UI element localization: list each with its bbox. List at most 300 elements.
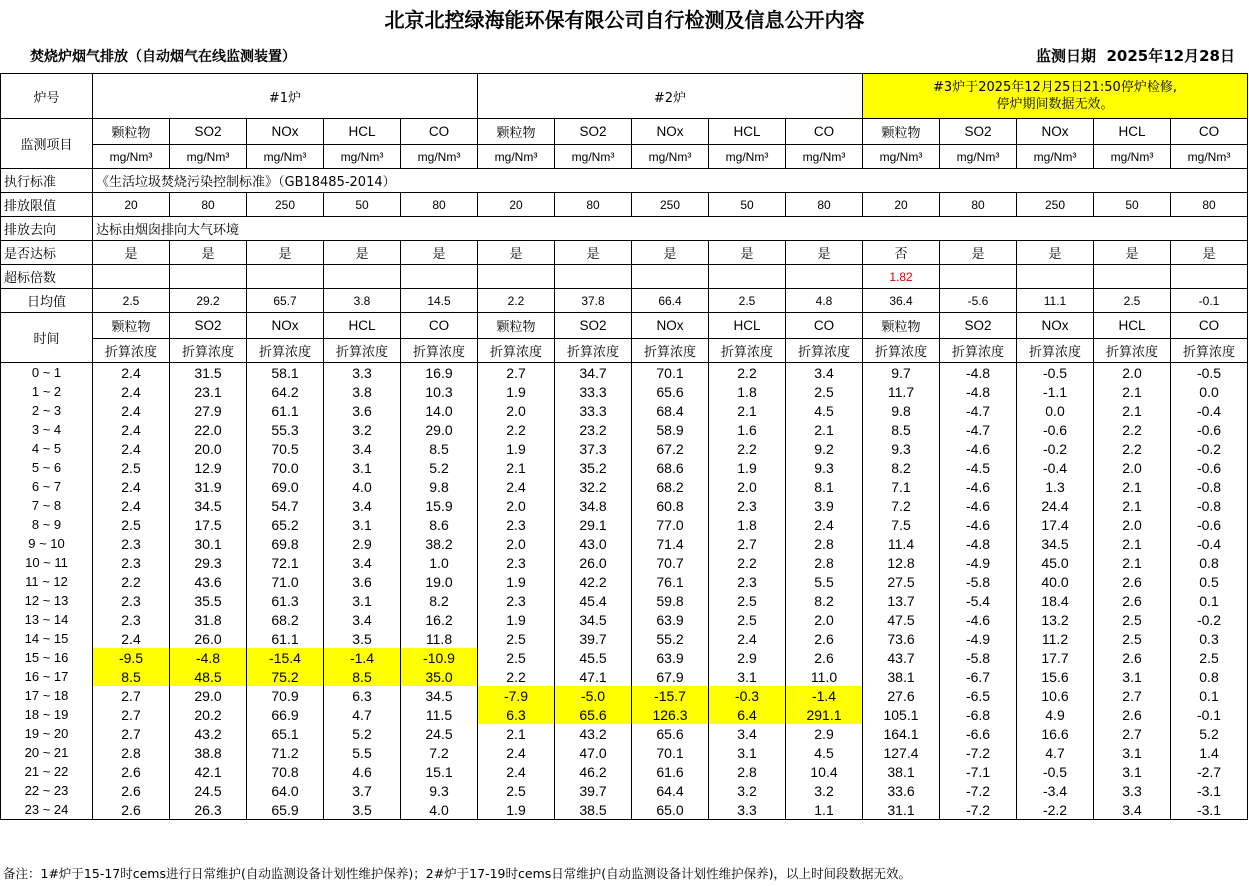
pollutant-header: 颗粒物: [93, 119, 170, 145]
data-cell: 12.9: [170, 458, 247, 477]
exceed-value: [401, 265, 478, 289]
data-cell: 2.8: [786, 534, 863, 553]
exceed-value: 1.82: [863, 265, 940, 289]
data-cell: 2.5: [93, 515, 170, 534]
compliant-value: 是: [555, 241, 632, 265]
data-cell: 38.1: [863, 667, 940, 686]
unit-header: mg/Nm³: [478, 145, 555, 169]
limit-value: 250: [247, 193, 324, 217]
data-cell: 8.6: [401, 515, 478, 534]
data-cell: -1.1: [1017, 382, 1094, 401]
data-cell: 2.1: [1094, 496, 1171, 515]
daily-avg-value: 65.7: [247, 289, 324, 313]
unit-header: mg/Nm³: [709, 145, 786, 169]
data-cell: 7.5: [863, 515, 940, 534]
data-cell: 20.2: [170, 705, 247, 724]
data-cell: 43.6: [170, 572, 247, 591]
daily-avg-value: 2.5: [1094, 289, 1171, 313]
data-cell: 9.3: [401, 781, 478, 800]
data-cell: 6.3: [324, 686, 401, 705]
data-cell: 65.2: [247, 515, 324, 534]
data-cell: -15.4: [247, 648, 324, 667]
data-cell: 2.6: [786, 629, 863, 648]
daily-avg-value: -0.1: [1171, 289, 1248, 313]
limit-value: 250: [1017, 193, 1094, 217]
exceed-value: [1017, 265, 1094, 289]
data-cell: 8.5: [93, 667, 170, 686]
section-subtitle: 焚烧炉烟气排放（自动烟气在线监测装置）: [30, 49, 296, 65]
data-cell: -3.4: [1017, 781, 1094, 800]
pollutant-header: CO: [1171, 313, 1248, 339]
data-cell: -3.1: [1171, 800, 1248, 820]
data-cell: 3.4: [324, 439, 401, 458]
data-cell: 34.7: [555, 363, 632, 383]
pollutant-header: NOx: [247, 119, 324, 145]
limit-value: 80: [786, 193, 863, 217]
destination-text: 达标由烟囱排向大气环境: [93, 217, 1248, 241]
pollutant-header: CO: [786, 119, 863, 145]
data-cell: 70.7: [632, 553, 709, 572]
data-cell: 46.2: [555, 762, 632, 781]
pollutant-header: HCL: [1094, 119, 1171, 145]
pollutant-header: HCL: [1094, 313, 1171, 339]
data-cell: 10.6: [1017, 686, 1094, 705]
data-cell: 4.7: [324, 705, 401, 724]
unit-header: mg/Nm³: [863, 145, 940, 169]
data-cell: -0.6: [1171, 515, 1248, 534]
table-row: [1, 800, 1248, 820]
data-cell: 1.8: [709, 515, 786, 534]
data-cell: -4.6: [940, 610, 1017, 629]
converted-header: 折算浓度: [1017, 339, 1094, 363]
data-cell: 127.4: [863, 743, 940, 762]
exceed-value: [709, 265, 786, 289]
data-cell: 2.3: [478, 591, 555, 610]
data-cell: 24.5: [401, 724, 478, 743]
data-cell: 70.0: [247, 458, 324, 477]
data-cell: -4.9: [940, 629, 1017, 648]
time-cell: 7 ~ 8: [1, 496, 93, 515]
data-cell: 17.5: [170, 515, 247, 534]
data-cell: -0.5: [1017, 363, 1094, 383]
table-row: [1, 553, 1248, 572]
time-cell: 3 ~ 4: [1, 420, 93, 439]
data-cell: 3.1: [324, 515, 401, 534]
unit-header: mg/Nm³: [632, 145, 709, 169]
exceed-value: [478, 265, 555, 289]
time-cell: 2 ~ 3: [1, 401, 93, 420]
limit-value: 80: [170, 193, 247, 217]
data-cell: 69.8: [247, 534, 324, 553]
data-cell: 3.9: [786, 496, 863, 515]
data-cell: -5.0: [555, 686, 632, 705]
data-cell: 9.7: [863, 363, 940, 383]
data-cell: 70.1: [632, 743, 709, 762]
data-cell: 2.2: [478, 667, 555, 686]
data-cell: 2.8: [786, 553, 863, 572]
data-cell: 66.9: [247, 705, 324, 724]
furnace-2-header: #2炉: [478, 74, 863, 119]
data-cell: 5.2: [324, 724, 401, 743]
table-row: [1, 610, 1248, 629]
daily-avg-value: 14.5: [401, 289, 478, 313]
data-cell: 29.0: [401, 420, 478, 439]
data-cell: -4.5: [940, 458, 1017, 477]
data-cell: 5.5: [786, 572, 863, 591]
data-cell: 20.0: [170, 439, 247, 458]
data-cell: 2.1: [1094, 382, 1171, 401]
data-cell: 10.4: [786, 762, 863, 781]
data-cell: -3.1: [1171, 781, 1248, 800]
unit-header: mg/Nm³: [247, 145, 324, 169]
limit-value: 80: [401, 193, 478, 217]
pollutant-header: HCL: [324, 313, 401, 339]
time-cell: 1 ~ 2: [1, 382, 93, 401]
data-cell: 29.3: [170, 553, 247, 572]
converted-header: 折算浓度: [863, 339, 940, 363]
data-cell: 2.6: [1094, 648, 1171, 667]
table-row: [1, 439, 1248, 458]
page-title: 北京北控绿海能环保有限公司自行检测及信息公开内容: [384, 8, 865, 32]
pollutant-header: SO2: [170, 313, 247, 339]
pollutant-header: HCL: [709, 313, 786, 339]
data-cell: -0.6: [1171, 458, 1248, 477]
data-cell: 61.1: [247, 629, 324, 648]
data-cell: 2.7: [1094, 724, 1171, 743]
data-cell: 4.5: [786, 401, 863, 420]
daily-avg-value: 2.5: [93, 289, 170, 313]
unit-header: mg/Nm³: [1017, 145, 1094, 169]
table-row: [1, 648, 1248, 667]
data-cell: 3.1: [709, 667, 786, 686]
data-cell: 39.7: [555, 629, 632, 648]
data-cell: 2.4: [93, 401, 170, 420]
pollutant-header: 颗粒物: [863, 313, 940, 339]
converted-header: 折算浓度: [1171, 339, 1248, 363]
data-cell: 2.6: [1094, 572, 1171, 591]
data-cell: 3.5: [324, 629, 401, 648]
data-cell: 39.7: [555, 781, 632, 800]
data-cell: 27.9: [170, 401, 247, 420]
pollutant-header: NOx: [632, 119, 709, 145]
time-cell: 0 ~ 1: [1, 363, 93, 383]
time-cell: 17 ~ 18: [1, 686, 93, 705]
time-label: 时间: [1, 313, 93, 363]
data-cell: 2.6: [1094, 591, 1171, 610]
data-cell: 63.9: [632, 610, 709, 629]
data-cell: 2.1: [1094, 534, 1171, 553]
data-cell: 38.5: [555, 800, 632, 820]
time-cell: 16 ~ 17: [1, 667, 93, 686]
table-row: [1, 534, 1248, 553]
data-cell: 30.1: [170, 534, 247, 553]
limit-value: 50: [709, 193, 786, 217]
data-cell: 7.2: [863, 496, 940, 515]
date-label: 监测日期: [1036, 47, 1097, 65]
data-cell: -9.5: [93, 648, 170, 667]
time-cell: 12 ~ 13: [1, 591, 93, 610]
data-cell: -4.9: [940, 553, 1017, 572]
daily-avg-value: 29.2: [170, 289, 247, 313]
pollutant-header: NOx: [632, 313, 709, 339]
pollutant-header: 颗粒物: [478, 313, 555, 339]
data-cell: 3.4: [1094, 800, 1171, 820]
data-cell: 1.9: [478, 439, 555, 458]
data-cell: 34.5: [1017, 534, 1094, 553]
standard-text: 《生活垃圾焚烧污染控制标准》（GB18485-2014）: [93, 169, 1248, 193]
data-cell: 1.8: [709, 382, 786, 401]
pollutant-header: SO2: [170, 119, 247, 145]
data-cell: -4.6: [940, 496, 1017, 515]
compliant-value: 是: [93, 241, 170, 265]
data-cell: 2.0: [1094, 363, 1171, 383]
data-cell: -7.9: [478, 686, 555, 705]
data-cell: 1.9: [478, 800, 555, 820]
data-cell: 9.3: [786, 458, 863, 477]
data-cell: 2.7: [478, 363, 555, 383]
data-cell: 2.6: [1094, 705, 1171, 724]
exceed-value: [170, 265, 247, 289]
daily-avg-value: 3.8: [324, 289, 401, 313]
data-cell: -0.5: [1017, 762, 1094, 781]
data-cell: 68.2: [247, 610, 324, 629]
data-cell: 33.3: [555, 401, 632, 420]
data-cell: 2.2: [709, 439, 786, 458]
data-cell: 0.1: [1171, 686, 1248, 705]
monitoring-item-label: 监测项目: [1, 119, 93, 169]
converted-header: 折算浓度: [632, 339, 709, 363]
data-cell: 2.7: [93, 686, 170, 705]
unit-header: mg/Nm³: [786, 145, 863, 169]
data-cell: 11.7: [863, 382, 940, 401]
data-cell: 29.1: [555, 515, 632, 534]
data-cell: -0.4: [1171, 534, 1248, 553]
data-cell: -0.8: [1171, 477, 1248, 496]
data-cell: 2.3: [93, 610, 170, 629]
data-cell: 1.4: [1171, 743, 1248, 762]
data-cell: 65.6: [632, 382, 709, 401]
data-cell: 2.0: [478, 534, 555, 553]
pollutant-header: NOx: [247, 313, 324, 339]
data-cell: 1.6: [709, 420, 786, 439]
daily-avg-value: 2.5: [709, 289, 786, 313]
data-cell: 64.0: [247, 781, 324, 800]
time-cell: 14 ~ 15: [1, 629, 93, 648]
data-cell: 2.2: [93, 572, 170, 591]
data-cell: 58.9: [632, 420, 709, 439]
data-cell: -7.2: [940, 743, 1017, 762]
unit-header: mg/Nm³: [555, 145, 632, 169]
data-cell: 2.9: [786, 724, 863, 743]
data-cell: 8.2: [401, 591, 478, 610]
data-cell: 17.4: [1017, 515, 1094, 534]
data-cell: 2.7: [93, 705, 170, 724]
data-cell: 26.0: [555, 553, 632, 572]
data-cell: 75.2: [247, 667, 324, 686]
data-cell: 8.5: [401, 439, 478, 458]
data-cell: 34.5: [555, 610, 632, 629]
data-cell: 6.3: [478, 705, 555, 724]
limit-value: 20: [478, 193, 555, 217]
furnace-1-header: #1炉: [93, 74, 478, 119]
table-row: [1, 629, 1248, 648]
data-cell: -2.2: [1017, 800, 1094, 820]
data-cell: -0.4: [1171, 401, 1248, 420]
pollutant-header: HCL: [324, 119, 401, 145]
unit-header: mg/Nm³: [940, 145, 1017, 169]
data-cell: 2.6: [786, 648, 863, 667]
data-cell: 68.6: [632, 458, 709, 477]
data-cell: 2.6: [93, 800, 170, 820]
data-cell: 9.8: [401, 477, 478, 496]
pollutant-header: 颗粒物: [478, 119, 555, 145]
data-cell: -0.3: [709, 686, 786, 705]
data-cell: 3.3: [709, 800, 786, 820]
exceed-value: [1171, 265, 1248, 289]
data-cell: 3.2: [709, 781, 786, 800]
limit-value: 50: [1094, 193, 1171, 217]
compliant-value: 是: [632, 241, 709, 265]
daily-avg-value: -5.6: [940, 289, 1017, 313]
time-cell: 4 ~ 5: [1, 439, 93, 458]
table-row: [1, 572, 1248, 591]
data-cell: 4.0: [401, 800, 478, 820]
data-cell: 2.0: [1094, 515, 1171, 534]
data-cell: -10.9: [401, 648, 478, 667]
table-row: [1, 591, 1248, 610]
data-cell: 72.1: [247, 553, 324, 572]
data-cell: 48.5: [170, 667, 247, 686]
data-cell: 65.9: [247, 800, 324, 820]
data-cell: 11.0: [786, 667, 863, 686]
data-cell: -7.2: [940, 781, 1017, 800]
data-cell: -0.8: [1171, 496, 1248, 515]
data-cell: 43.0: [555, 534, 632, 553]
data-cell: 16.2: [401, 610, 478, 629]
data-cell: 77.0: [632, 515, 709, 534]
unit-header: mg/Nm³: [401, 145, 478, 169]
data-cell: 43.7: [863, 648, 940, 667]
data-cell: 59.8: [632, 591, 709, 610]
data-cell: 1.9: [478, 382, 555, 401]
data-cell: -7.2: [940, 800, 1017, 820]
data-cell: 5.2: [401, 458, 478, 477]
data-cell: -0.5: [1171, 363, 1248, 383]
data-cell: 38.1: [863, 762, 940, 781]
monitoring-date: [1036, 45, 1235, 66]
data-cell: -6.7: [940, 667, 1017, 686]
pollutant-header: NOx: [1017, 313, 1094, 339]
data-cell: 5.2: [1171, 724, 1248, 743]
data-cell: 8.5: [863, 420, 940, 439]
data-cell: 47.0: [555, 743, 632, 762]
data-cell: 22.0: [170, 420, 247, 439]
data-cell: -0.6: [1017, 420, 1094, 439]
data-cell: 67.9: [632, 667, 709, 686]
data-cell: 2.7: [93, 724, 170, 743]
pollutant-header: 颗粒物: [863, 119, 940, 145]
data-cell: 15.6: [1017, 667, 1094, 686]
pollutant-header: SO2: [555, 119, 632, 145]
data-cell: 17.7: [1017, 648, 1094, 667]
data-cell: 65.6: [632, 724, 709, 743]
time-cell: 23 ~ 24: [1, 800, 93, 820]
data-cell: 8.2: [786, 591, 863, 610]
data-cell: 9.8: [863, 401, 940, 420]
data-cell: 71.0: [247, 572, 324, 591]
exceed-value: [940, 265, 1017, 289]
data-cell: 2.9: [709, 648, 786, 667]
time-cell: 11 ~ 12: [1, 572, 93, 591]
converted-header: 折算浓度: [1094, 339, 1171, 363]
data-cell: 2.3: [93, 591, 170, 610]
table-row: [1, 781, 1248, 800]
data-cell: 2.2: [1094, 439, 1171, 458]
data-cell: -7.1: [940, 762, 1017, 781]
data-cell: 3.4: [709, 724, 786, 743]
date-value: 2025年12月28日: [1106, 47, 1235, 65]
data-cell: 19.0: [401, 572, 478, 591]
data-cell: 73.6: [863, 629, 940, 648]
limit-value: 80: [555, 193, 632, 217]
time-cell: 20 ~ 21: [1, 743, 93, 762]
data-cell: 26.0: [170, 629, 247, 648]
data-cell: 31.5: [170, 363, 247, 383]
data-cell: 54.7: [247, 496, 324, 515]
compliant-value: 是: [401, 241, 478, 265]
data-cell: 2.3: [709, 572, 786, 591]
data-cell: 2.4: [709, 629, 786, 648]
data-cell: -0.2: [1017, 439, 1094, 458]
data-cell: 68.2: [632, 477, 709, 496]
pollutant-header: 颗粒物: [93, 313, 170, 339]
data-cell: 23.1: [170, 382, 247, 401]
data-cell: 61.3: [247, 591, 324, 610]
data-cell: -0.2: [1171, 610, 1248, 629]
pollutant-header: CO: [1171, 119, 1248, 145]
data-cell: 2.4: [93, 629, 170, 648]
table-row: [1, 667, 1248, 686]
data-cell: 61.6: [632, 762, 709, 781]
footnote: 备注：1#炉于15-17时cems进行日常维护(自动监测设备计划性维护保养)；2#炉于17-19时cems日常维护(自动监测设备计划性维护保养)，以上时间段数据无效。: [3, 866, 912, 881]
data-cell: 11.2: [1017, 629, 1094, 648]
daily-avg-value: 36.4: [863, 289, 940, 313]
data-cell: 38.8: [170, 743, 247, 762]
data-cell: 2.4: [93, 496, 170, 515]
data-cell: 65.0: [632, 800, 709, 820]
data-cell: 3.4: [324, 610, 401, 629]
data-cell: 2.6: [93, 781, 170, 800]
compliant-value: 是: [247, 241, 324, 265]
data-cell: 13.2: [1017, 610, 1094, 629]
data-cell: 9.2: [786, 439, 863, 458]
time-cell: 21 ~ 22: [1, 762, 93, 781]
data-cell: 1.9: [478, 610, 555, 629]
limit-value: 20: [863, 193, 940, 217]
data-cell: -4.6: [940, 439, 1017, 458]
data-cell: 42.1: [170, 762, 247, 781]
exceed-value: [247, 265, 324, 289]
data-cell: -6.8: [940, 705, 1017, 724]
data-cell: 33.3: [555, 382, 632, 401]
data-cell: 45.0: [1017, 553, 1094, 572]
compliant-value: 是: [1171, 241, 1248, 265]
table-row: [1, 401, 1248, 420]
data-cell: 3.3: [324, 363, 401, 383]
data-cell: 55.3: [247, 420, 324, 439]
data-cell: -0.2: [1171, 439, 1248, 458]
data-cell: 15.9: [401, 496, 478, 515]
